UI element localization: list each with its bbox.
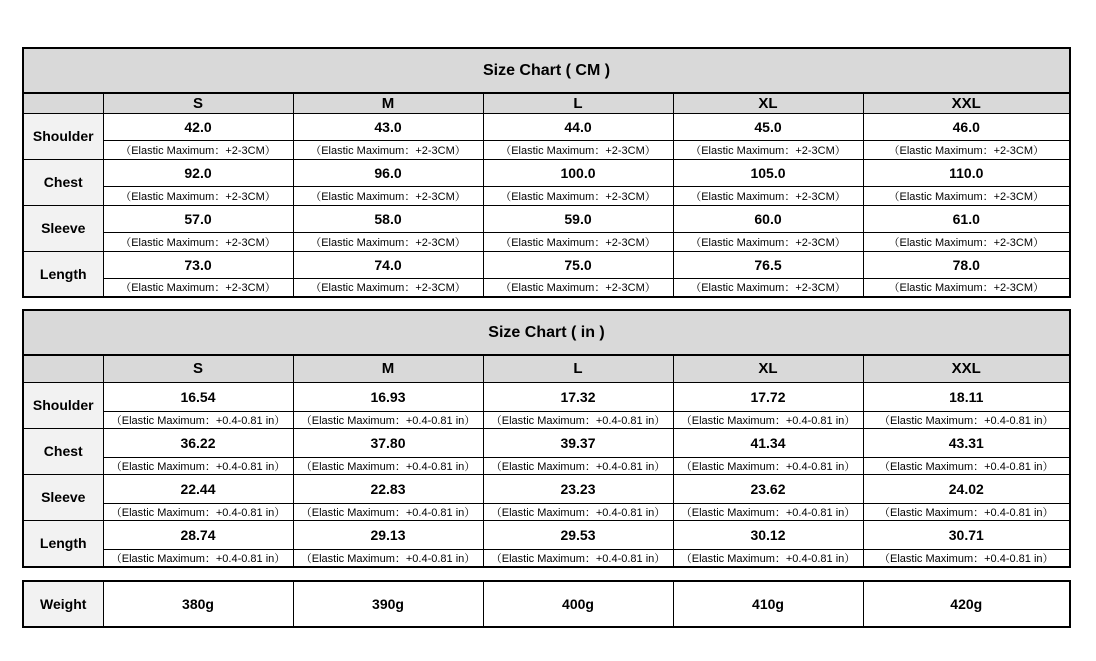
value-cell: 23.23	[483, 474, 673, 503]
value-cell: 105.0	[673, 159, 863, 186]
elastic-note: （Elastic Maximum：+2-3CM）	[673, 140, 863, 159]
value-cell: 76.5	[673, 251, 863, 278]
value-cell: 29.53	[483, 520, 673, 549]
size-chart-cm-table	[22, 47, 1071, 298]
value-cell: 24.02	[863, 474, 1070, 503]
elastic-note: （Elastic Maximum：+2-3CM）	[863, 278, 1070, 297]
weight-table	[22, 580, 1071, 628]
size-header: XXL	[863, 355, 1070, 382]
value-cell: 41.34	[673, 428, 863, 457]
value-cell: 16.93	[293, 382, 483, 411]
row-label: Sleeve	[23, 205, 103, 251]
size-header: XXL	[863, 93, 1070, 113]
row-label: Length	[23, 251, 103, 297]
value-cell: 23.62	[673, 474, 863, 503]
elastic-note: （Elastic Maximum：+0.4-0.81 in）	[483, 411, 673, 428]
value-cell: 18.11	[863, 382, 1070, 411]
elastic-note: （Elastic Maximum：+0.4-0.81 in）	[673, 503, 863, 520]
value-cell: 110.0	[863, 159, 1070, 186]
size-header: M	[293, 355, 483, 382]
value-cell: 60.0	[673, 205, 863, 232]
value-cell: 75.0	[483, 251, 673, 278]
elastic-note: （Elastic Maximum：+2-3CM）	[673, 186, 863, 205]
elastic-note: （Elastic Maximum：+2-3CM）	[483, 186, 673, 205]
value-cell: 59.0	[483, 205, 673, 232]
value-cell: 36.22	[103, 428, 293, 457]
value-cell: 22.44	[103, 474, 293, 503]
elastic-note: （Elastic Maximum：+0.4-0.81 in）	[293, 549, 483, 567]
elastic-note: （Elastic Maximum：+0.4-0.81 in）	[103, 549, 293, 567]
elastic-note: （Elastic Maximum：+2-3CM）	[673, 232, 863, 251]
elastic-note: （Elastic Maximum：+2-3CM）	[293, 232, 483, 251]
value-cell: 45.0	[673, 113, 863, 140]
elastic-note: （Elastic Maximum：+2-3CM）	[103, 278, 293, 297]
value-cell: 17.72	[673, 382, 863, 411]
elastic-note: （Elastic Maximum：+2-3CM）	[483, 140, 673, 159]
value-cell: 74.0	[293, 251, 483, 278]
row-label: Shoulder	[23, 113, 103, 159]
value-cell: 42.0	[103, 113, 293, 140]
value-cell: 30.71	[863, 520, 1070, 549]
header-corner	[23, 93, 103, 113]
size-header: XL	[673, 93, 863, 113]
elastic-note: （Elastic Maximum：+0.4-0.81 in）	[673, 411, 863, 428]
elastic-note: （Elastic Maximum：+0.4-0.81 in）	[483, 503, 673, 520]
weight-value: 400g	[483, 581, 673, 627]
value-cell: 58.0	[293, 205, 483, 232]
elastic-note: （Elastic Maximum：+2-3CM）	[483, 232, 673, 251]
size-header: L	[483, 93, 673, 113]
elastic-note: （Elastic Maximum：+2-3CM）	[673, 278, 863, 297]
value-cell: 28.74	[103, 520, 293, 549]
value-cell: 57.0	[103, 205, 293, 232]
row-label: Length	[23, 520, 103, 567]
elastic-note: （Elastic Maximum：+0.4-0.81 in）	[673, 549, 863, 567]
elastic-note: （Elastic Maximum：+0.4-0.81 in）	[293, 457, 483, 474]
size-header: M	[293, 93, 483, 113]
row-label: Chest	[23, 159, 103, 205]
elastic-note: （Elastic Maximum：+2-3CM）	[863, 232, 1070, 251]
header-corner	[23, 355, 103, 382]
value-cell: 39.37	[483, 428, 673, 457]
elastic-note: （Elastic Maximum：+2-3CM）	[103, 232, 293, 251]
size-chart-in-table	[22, 309, 1071, 568]
value-cell: 46.0	[863, 113, 1070, 140]
elastic-note: （Elastic Maximum：+0.4-0.81 in）	[863, 457, 1070, 474]
value-cell: 73.0	[103, 251, 293, 278]
size-chart-cm-title: Size Chart ( CM )	[23, 48, 1070, 93]
row-label: Chest	[23, 428, 103, 474]
size-header: XL	[673, 355, 863, 382]
elastic-note: （Elastic Maximum：+0.4-0.81 in）	[483, 549, 673, 567]
value-cell: 22.83	[293, 474, 483, 503]
elastic-note: （Elastic Maximum：+2-3CM）	[483, 278, 673, 297]
value-cell: 29.13	[293, 520, 483, 549]
value-cell: 78.0	[863, 251, 1070, 278]
value-cell: 61.0	[863, 205, 1070, 232]
value-cell: 16.54	[103, 382, 293, 411]
elastic-note: （Elastic Maximum：+2-3CM）	[863, 140, 1070, 159]
value-cell: 43.31	[863, 428, 1070, 457]
value-cell: 37.80	[293, 428, 483, 457]
size-header: L	[483, 355, 673, 382]
elastic-note: （Elastic Maximum：+0.4-0.81 in）	[673, 457, 863, 474]
size-header: S	[103, 355, 293, 382]
weight-value: 410g	[673, 581, 863, 627]
elastic-note: （Elastic Maximum：+2-3CM）	[293, 186, 483, 205]
value-cell: 30.12	[673, 520, 863, 549]
elastic-note: （Elastic Maximum：+0.4-0.81 in）	[103, 503, 293, 520]
elastic-note: （Elastic Maximum：+0.4-0.81 in）	[293, 411, 483, 428]
elastic-note: （Elastic Maximum：+0.4-0.81 in）	[293, 503, 483, 520]
weight-value: 420g	[863, 581, 1070, 627]
elastic-note: （Elastic Maximum：+0.4-0.81 in）	[103, 411, 293, 428]
value-cell: 43.0	[293, 113, 483, 140]
elastic-note: （Elastic Maximum：+0.4-0.81 in）	[483, 457, 673, 474]
elastic-note: （Elastic Maximum：+2-3CM）	[293, 140, 483, 159]
size-header: S	[103, 93, 293, 113]
weight-value: 380g	[103, 581, 293, 627]
value-cell: 17.32	[483, 382, 673, 411]
elastic-note: （Elastic Maximum：+2-3CM）	[103, 186, 293, 205]
elastic-note: （Elastic Maximum：+2-3CM）	[863, 186, 1070, 205]
value-cell: 100.0	[483, 159, 673, 186]
elastic-note: （Elastic Maximum：+0.4-0.81 in）	[863, 503, 1070, 520]
value-cell: 44.0	[483, 113, 673, 140]
value-cell: 92.0	[103, 159, 293, 186]
weight-value: 390g	[293, 581, 483, 627]
elastic-note: （Elastic Maximum：+0.4-0.81 in）	[863, 549, 1070, 567]
value-cell: 96.0	[293, 159, 483, 186]
elastic-note: （Elastic Maximum：+2-3CM）	[103, 140, 293, 159]
elastic-note: （Elastic Maximum：+2-3CM）	[293, 278, 483, 297]
weight-label: Weight	[23, 581, 103, 627]
size-chart-in-title: Size Chart ( in )	[23, 310, 1070, 355]
row-label: Shoulder	[23, 382, 103, 428]
row-label: Sleeve	[23, 474, 103, 520]
elastic-note: （Elastic Maximum：+0.4-0.81 in）	[103, 457, 293, 474]
elastic-note: （Elastic Maximum：+0.4-0.81 in）	[863, 411, 1070, 428]
